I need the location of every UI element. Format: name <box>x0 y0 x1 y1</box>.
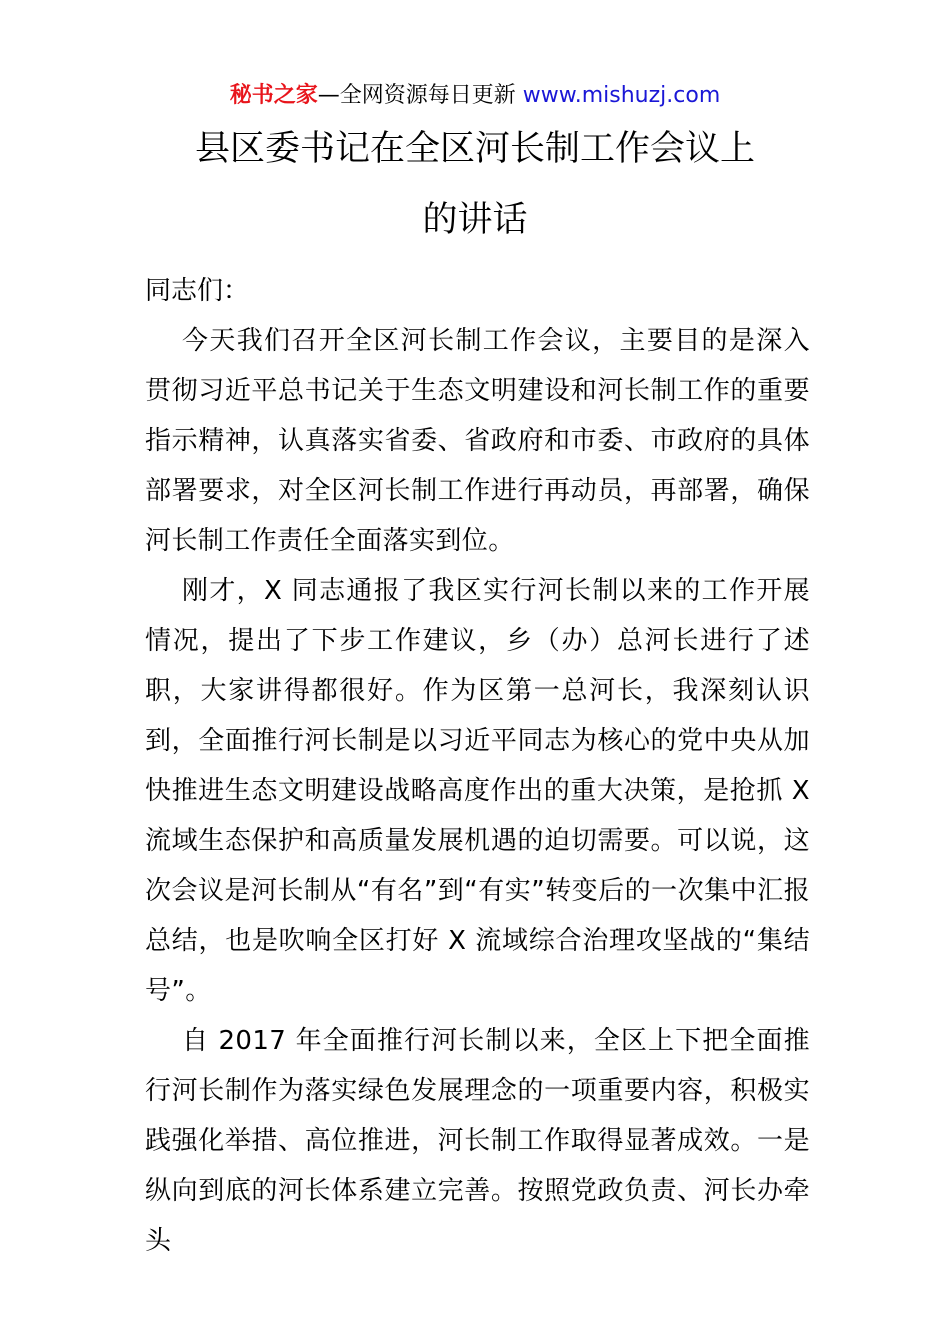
document-title-line-1: 县区委书记在全区河长制工作会议上 <box>194 129 755 169</box>
site-tagline: —全网资源每日更新 <box>317 83 523 108</box>
paragraph: 今天我们召开全区河长制工作会议，主要目的是深入贯彻习近平总书记关于生态文明建设和河长制工作的重要指示精神，认真落实省委、省政府和市委、市政府的具体部署要求，对全区河长制工作进行再动员，再部署，确保河长制工作责任全面落实到位。 <box>145 326 810 556</box>
paragraph: 刚才，X 同志通报了我区实行河长制以来的工作开展情况，提出了下步工作建议，乡（办）总河长进行了述职，大家讲得都很好。作为区第一总河长，我深刻认识到，全面推行河长制是以习近平同志为核心的党中央从加快推进生态文明建设战略高度作出的重大决策，是抢抓 X 流域生态保护和高质量发展机遇的迫切需要。可以说，这次会议是河长制从“有名”到“有实”转变后的一次集中汇报总结，也是吹响全区打好 X 流域综合治理攻坚战的“集结号”。 <box>145 576 810 1006</box>
paragraph: 自 2017 年全面推行河长制以来，全区上下把全面推行河长制作为落实绿色发展理念的一项重要内容，积极实践强化举措、高位推进，河长制工作取得显著成效。一是纵向到底的河长体系建立完善。按照党政负责、河长办牵头 <box>145 1026 810 1256</box>
speech-body <box>145 266 810 1266</box>
site-brand: 秘书之家 <box>229 83 318 108</box>
site-url-link[interactable]: www.mishuzj.com <box>522 83 721 108</box>
site-header <box>0 80 950 112</box>
salutation: 同志们： <box>145 276 250 306</box>
document-title-line-2: 的讲话 <box>422 200 528 240</box>
